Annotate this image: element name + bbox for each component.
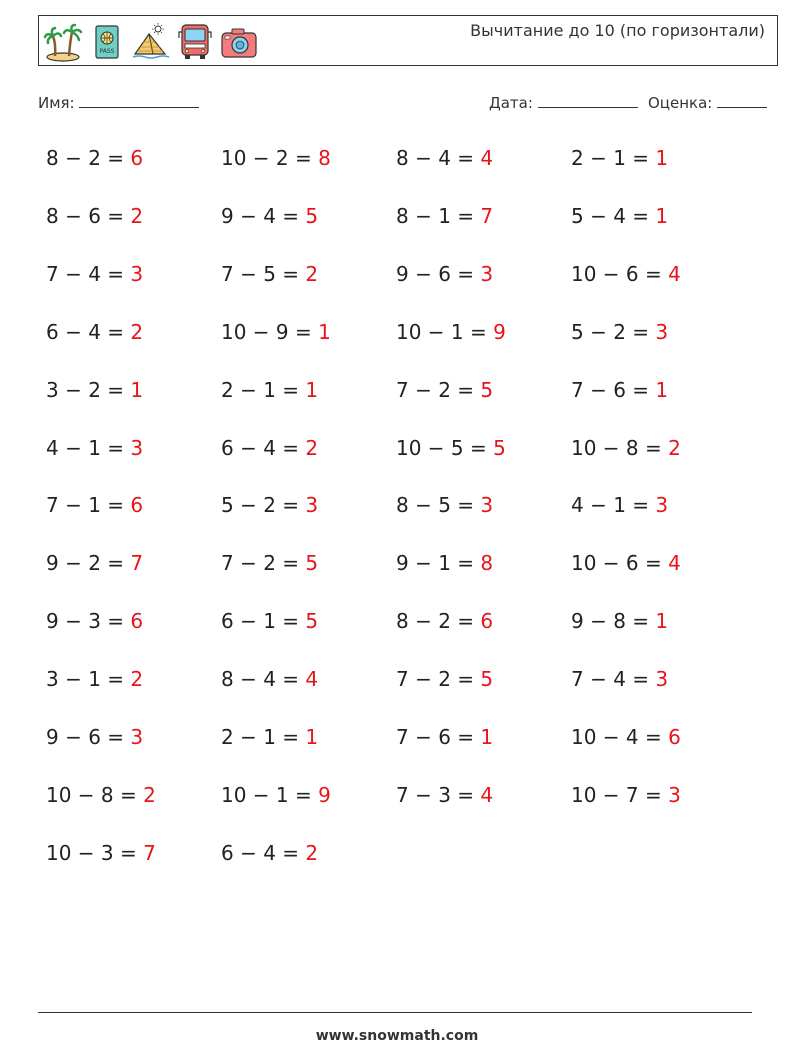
problem-item [396, 262, 493, 286]
problem-expression: 3 − 2 = [46, 377, 131, 402]
problem-answer: 3 [655, 319, 669, 344]
problem-answer: 9 [493, 319, 506, 344]
problem-item [221, 841, 318, 865]
footer-divider [38, 1012, 752, 1013]
problem-item [396, 551, 493, 575]
problem-item [221, 146, 331, 170]
header-box [38, 15, 778, 66]
problem-expression: 10 − 7 = [571, 782, 669, 807]
score-label: Оценка: [648, 94, 713, 112]
problem-item [571, 493, 668, 517]
problem-item [46, 841, 156, 865]
problem-item [396, 204, 493, 228]
problem-expression: 5 − 2 = [571, 319, 656, 344]
problem-answer: 1 [305, 377, 319, 402]
name-line [79, 93, 199, 108]
footer-url: www.snowmath.com [315, 1028, 479, 1044]
date-label: Дата: [489, 94, 533, 112]
problem-item [221, 320, 331, 344]
problem-expression: 6 − 4 = [221, 840, 306, 865]
problem-expression: 9 − 3 = [46, 609, 131, 634]
problem-expression: 10 − 2 = [221, 146, 319, 170]
problem-answer: 4 [480, 782, 494, 807]
problem-item [221, 204, 318, 228]
problem-item [571, 725, 681, 749]
problem-answer: 4 [305, 667, 319, 692]
problem-answer: 2 [130, 203, 144, 228]
date-line [538, 93, 638, 108]
problem-item [46, 725, 143, 749]
problem-item [396, 320, 506, 344]
problem-item [396, 436, 506, 460]
problem-answer: 2 [130, 319, 144, 344]
problem-answer: 5 [493, 435, 506, 460]
problem-expression: 8 − 2 = [46, 146, 131, 170]
worksheet-title: Вычитание до 10 (по горизонтали) [470, 21, 765, 40]
problem-item [46, 551, 143, 575]
problem-item [46, 320, 143, 344]
problem-expression: 6 − 4 = [46, 319, 131, 344]
problem-item [571, 146, 668, 170]
problem-expression: 10 − 1 = [221, 782, 319, 807]
problem-item [46, 436, 143, 460]
problem-answer: 7 [143, 840, 156, 865]
problem-expression: 6 − 4 = [221, 435, 306, 460]
problem-item [221, 493, 318, 517]
problem-answer: 2 [668, 435, 681, 460]
problem-expression: 10 − 3 = [46, 840, 144, 865]
problem-expression: 10 − 5 = [396, 435, 494, 460]
problem-expression: 5 − 2 = [221, 493, 306, 518]
problem-answer: 1 [130, 377, 144, 402]
problem-answer: 5 [305, 203, 319, 228]
problem-item [221, 725, 318, 749]
problem-item [221, 783, 331, 807]
problem-answer: 6 [480, 609, 494, 634]
problem-expression: 4 − 1 = [571, 493, 656, 518]
problem-expression: 8 − 1 = [396, 203, 481, 228]
problem-expression: 8 − 2 = [396, 609, 481, 634]
problem-expression: 5 − 4 = [571, 203, 656, 228]
problem-answer: 8 [480, 551, 494, 576]
problem-expression: 7 − 3 = [396, 782, 481, 807]
problem-expression: 7 − 4 = [571, 667, 656, 692]
problem-expression: 8 − 5 = [396, 493, 481, 518]
problem-answer: 6 [130, 609, 144, 634]
problem-item [46, 493, 143, 517]
problem-answer: 1 [655, 609, 669, 634]
problem-expression: 9 − 4 = [221, 203, 306, 228]
problem-answer: 1 [655, 377, 669, 402]
problem-answer: 3 [130, 261, 144, 286]
problem-answer: 5 [480, 377, 494, 402]
problem-item [571, 378, 668, 402]
problem-answer: 4 [480, 146, 494, 170]
problem-expression: 9 − 2 = [46, 551, 131, 576]
problem-item [46, 378, 143, 402]
problem-item [46, 262, 143, 286]
problem-expression: 7 − 2 = [396, 377, 481, 402]
problem-answer: 2 [305, 435, 319, 460]
problem-answer: 7 [480, 203, 494, 228]
problem-item [46, 783, 156, 807]
problem-item [396, 378, 493, 402]
name-label: Имя: [38, 94, 75, 112]
problem-expression: 9 − 1 = [396, 551, 481, 576]
problem-answer: 2 [305, 840, 319, 865]
problem-answer: 6 [130, 146, 144, 170]
problem-item [396, 609, 493, 633]
problem-item [396, 146, 493, 170]
problem-expression: 8 − 4 = [396, 146, 481, 170]
date-field [489, 93, 638, 112]
problem-item [46, 204, 143, 228]
problem-answer: 3 [655, 667, 669, 692]
problem-expression: 2 − 1 = [571, 146, 656, 170]
problem-answer: 1 [655, 203, 669, 228]
problem-item [46, 667, 143, 691]
problem-expression: 8 − 6 = [46, 203, 131, 228]
problem-answer: 2 [143, 782, 156, 807]
problem-item [221, 551, 318, 575]
problem-item [571, 262, 681, 286]
problem-answer: 1 [655, 146, 669, 170]
bus-icon [175, 22, 215, 62]
problem-answer: 4 [668, 261, 681, 286]
problem-answer: 3 [130, 435, 144, 460]
problem-item [396, 783, 493, 807]
problem-answer: 1 [480, 725, 494, 749]
problem-expression: 3 − 1 = [46, 667, 131, 692]
problem-item [571, 783, 681, 807]
problem-expression: 7 − 4 = [46, 261, 131, 286]
problem-item [571, 320, 668, 344]
problem-answer: 3 [480, 261, 494, 286]
problem-item [396, 667, 493, 691]
problem-answer: 6 [130, 493, 144, 518]
problem-expression: 7 − 6 = [571, 377, 656, 402]
problem-answer: 7 [130, 551, 144, 576]
problem-item [571, 551, 681, 575]
score-line [717, 93, 767, 108]
problem-expression: 7 − 5 = [221, 261, 306, 286]
problem-answer: 3 [655, 493, 669, 518]
problem-expression: 10 − 6 = [571, 551, 669, 576]
problem-answer: 2 [130, 667, 144, 692]
problem-expression: 10 − 9 = [221, 319, 319, 344]
passport-icon [87, 22, 127, 62]
name-field [38, 93, 199, 112]
problem-answer: 3 [668, 782, 681, 807]
problem-item [46, 146, 143, 170]
problem-expression: 10 − 8 = [46, 782, 144, 807]
problem-expression: 7 − 2 = [221, 551, 306, 576]
problem-expression: 10 − 8 = [571, 435, 669, 460]
problem-expression: 9 − 6 = [396, 261, 481, 286]
problem-item [571, 609, 668, 633]
problem-answer: 6 [668, 725, 681, 749]
header-icons [43, 22, 259, 62]
camera-icon [219, 22, 259, 62]
problem-answer: 5 [305, 551, 319, 576]
problem-expression: 7 − 2 = [396, 667, 481, 692]
problem-item [221, 667, 318, 691]
problem-item [46, 609, 143, 633]
problem-expression: 9 − 8 = [571, 609, 656, 634]
problem-expression: 4 − 1 = [46, 435, 131, 460]
problem-answer: 4 [668, 551, 681, 576]
problem-expression: 2 − 1 = [221, 377, 306, 402]
problem-answer: 8 [318, 146, 331, 170]
problem-answer: 1 [305, 725, 319, 749]
problem-expression: 7 − 6 = [396, 725, 481, 749]
palm-trees-icon [43, 22, 83, 62]
problem-item [396, 725, 493, 749]
problem-expression: 2 − 1 = [221, 725, 306, 749]
problem-item [221, 436, 318, 460]
problem-item [221, 609, 318, 633]
problem-answer: 9 [318, 782, 331, 807]
problem-item [221, 378, 318, 402]
problem-answer: 3 [480, 493, 494, 518]
pyramid-icon [131, 22, 171, 62]
svg-text:PASS: PASS [99, 48, 115, 55]
problem-expression: 10 − 1 = [396, 319, 494, 344]
problem-item [571, 667, 668, 691]
problem-item [221, 262, 318, 286]
problem-expression: 10 − 4 = [571, 725, 669, 749]
problem-answer: 5 [480, 667, 494, 692]
problem-item [396, 493, 493, 517]
problem-item [571, 204, 668, 228]
problem-expression: 7 − 1 = [46, 493, 131, 518]
problem-answer: 5 [305, 609, 319, 634]
problem-answer: 1 [318, 319, 331, 344]
score-field [648, 93, 767, 112]
problem-item [571, 436, 681, 460]
problem-expression: 8 − 4 = [221, 667, 306, 692]
problem-answer: 2 [305, 261, 319, 286]
problem-expression: 9 − 6 = [46, 725, 131, 749]
problem-expression: 6 − 1 = [221, 609, 306, 634]
problem-answer: 3 [130, 725, 144, 749]
problem-answer: 3 [305, 493, 319, 518]
problem-expression: 10 − 6 = [571, 261, 669, 286]
